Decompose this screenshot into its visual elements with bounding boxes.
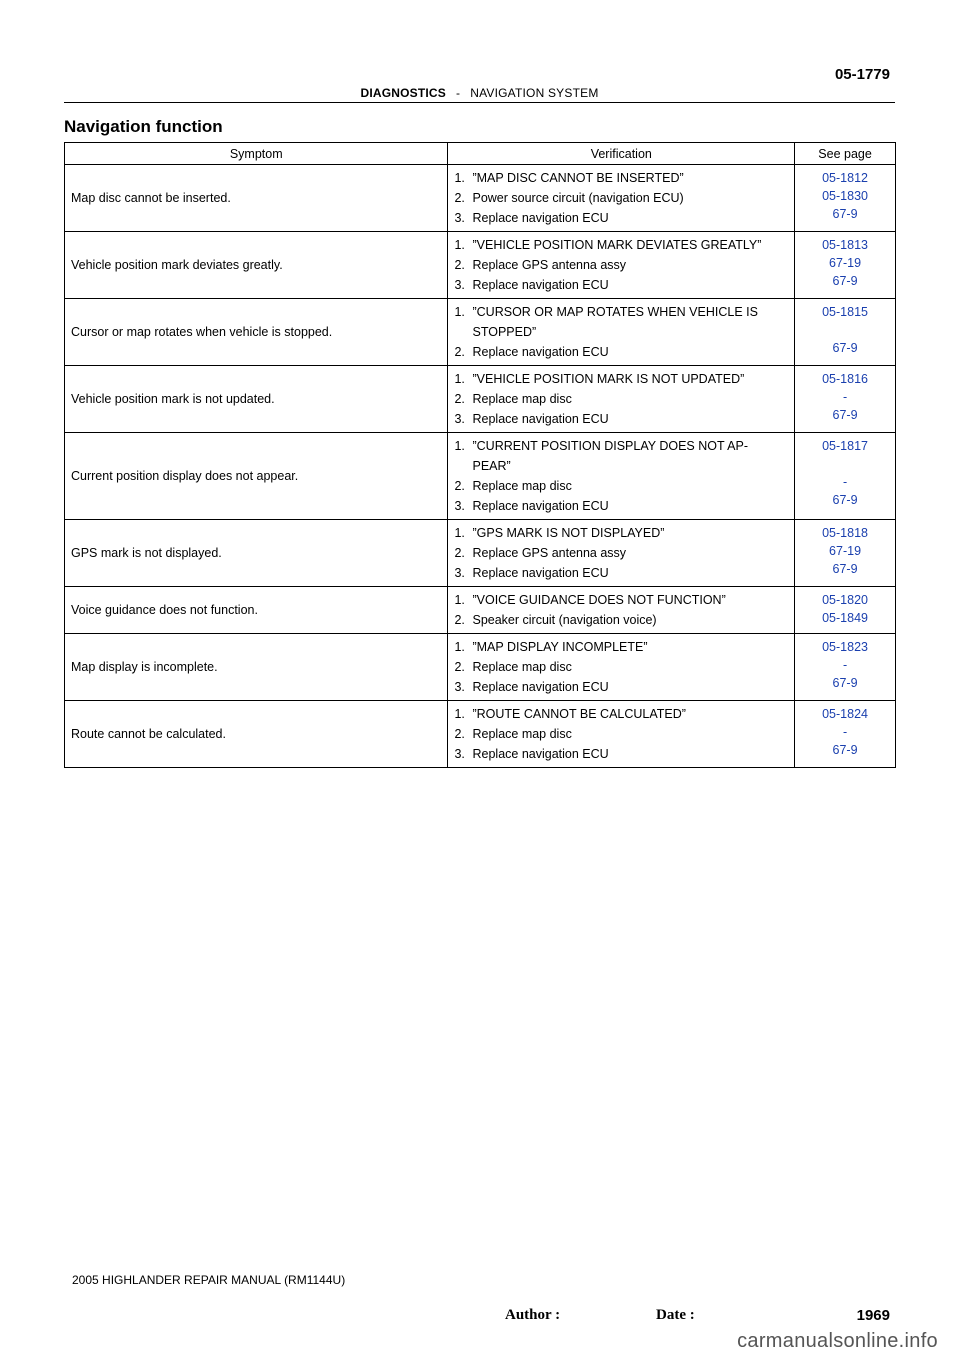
page-link[interactable]: 67-9 (832, 562, 858, 576)
verification-item (454, 389, 788, 409)
verification-cell (448, 587, 795, 634)
symptom-cell: Current position display does not appear. (65, 433, 448, 520)
header-section: DIAGNOSTICS (360, 86, 447, 100)
page-link[interactable]: 05-1813 (822, 238, 868, 252)
page-link[interactable]: 67-9 (832, 743, 858, 757)
verification-text: ”VOICE GUIDANCE DOES NOT FUNCTION” (472, 593, 726, 607)
table-row (65, 165, 896, 232)
verification-number: 3. (454, 412, 465, 426)
page-link[interactable]: 05-1812 (822, 171, 868, 185)
verification-number: 2. (454, 660, 465, 674)
running-header (64, 86, 895, 100)
verification-item (454, 476, 788, 496)
header-separator: - (456, 86, 461, 100)
verification-number: 1. (454, 305, 465, 319)
verification-item (454, 275, 788, 295)
symptom-cell: Voice guidance does not function. (65, 587, 448, 634)
verification-cell (448, 366, 795, 433)
see-page-cell (795, 165, 896, 232)
verification-cell (448, 232, 795, 299)
verification-item (454, 744, 788, 764)
verification-item (454, 657, 788, 677)
see-page-cell (795, 299, 896, 366)
page-link[interactable]: 67-9 (832, 408, 858, 422)
page-link[interactable]: 67-9 (832, 676, 858, 690)
verification-item (454, 563, 788, 583)
verification-cell (448, 299, 795, 366)
table-body (65, 165, 896, 768)
see-page-cell (795, 366, 896, 433)
page-link[interactable]: 05-1830 (822, 189, 868, 203)
see-page-cell (795, 634, 896, 701)
page-link[interactable]: 67-9 (832, 274, 858, 288)
verification-text: ”GPS MARK IS NOT DISPLAYED” (472, 526, 665, 540)
page-placeholder: - (842, 725, 848, 739)
section-title: Navigation function (64, 117, 223, 136)
table-row (65, 299, 896, 366)
symptom-cell: GPS mark is not displayed. (65, 520, 448, 587)
verification-text: ”MAP DISC CANNOT BE INSERTED” (472, 171, 684, 185)
verification-number: 2. (454, 392, 465, 406)
verification-item (454, 724, 788, 744)
header-rule (64, 102, 895, 103)
verification-number: 1. (454, 707, 465, 721)
verification-text: ”ROUTE CANNOT BE CALCULATED” (472, 707, 686, 721)
column-header-see-page: See page (795, 143, 896, 165)
verification-number: 1. (454, 372, 465, 386)
verification-number: 1. (454, 526, 465, 540)
verification-item (454, 342, 788, 362)
verification-text: Replace navigation ECU (472, 747, 609, 761)
verification-number: 1. (454, 640, 465, 654)
see-page-cell (795, 520, 896, 587)
verification-number: 1. (454, 238, 465, 252)
verification-item (454, 302, 788, 342)
page-link[interactable]: 05-1816 (822, 372, 868, 386)
page-placeholder: - (842, 390, 848, 404)
table-row (65, 520, 896, 587)
verification-item (454, 409, 788, 429)
page-link[interactable]: 05-1823 (822, 640, 868, 654)
verification-number: 1. (454, 593, 465, 607)
verification-cell (448, 634, 795, 701)
see-page-cell (795, 433, 896, 520)
verification-text: Replace map disc (472, 660, 572, 674)
page-link[interactable]: 67-19 (829, 256, 862, 270)
verification-item (454, 610, 788, 630)
symptom-cell: Map disc cannot be inserted. (65, 165, 448, 232)
verification-item (454, 188, 788, 208)
verification-text: Replace map disc (472, 727, 572, 741)
page-placeholder: - (842, 658, 848, 672)
verification-item (454, 208, 788, 228)
verification-text: Replace navigation ECU (472, 345, 609, 359)
table-row (65, 634, 896, 701)
symptom-cell: Map display is incomplete. (65, 634, 448, 701)
table-row (65, 587, 896, 634)
verification-item (454, 523, 788, 543)
verification-item (454, 168, 788, 188)
verification-cell (448, 520, 795, 587)
symptom-cell: Vehicle position mark is not updated. (65, 366, 448, 433)
symptom-table (64, 142, 896, 768)
verification-cell (448, 165, 795, 232)
verification-number: 3. (454, 211, 465, 225)
table-row (65, 232, 896, 299)
page-link[interactable]: 05-1820 (822, 593, 868, 607)
verification-text: ”MAP DISPLAY INCOMPLETE” (472, 640, 648, 654)
page-placeholder (795, 321, 895, 339)
verification-number: 3. (454, 680, 465, 694)
table-header-row (65, 143, 896, 165)
table-row (65, 433, 896, 520)
verification-text: ”VEHICLE POSITION MARK DEVIATES GREATLY” (472, 238, 762, 252)
verification-text: Replace map disc (472, 479, 572, 493)
verification-item (454, 235, 788, 255)
verification-number: 2. (454, 345, 465, 359)
page-link[interactable]: 67-9 (832, 207, 858, 221)
verification-item (454, 677, 788, 697)
verification-item (454, 436, 788, 476)
verification-item (454, 590, 788, 610)
verification-number: 1. (454, 171, 465, 185)
verification-text: ”CURSOR OR MAP ROTATES WHEN VEHICLE IS STOPPED” (472, 305, 758, 339)
verification-number: 3. (454, 278, 465, 292)
watermark: carmanualsonline.info (737, 1330, 938, 1352)
page-link[interactable]: 67-9 (832, 341, 858, 355)
table-row (65, 366, 896, 433)
verification-number: 3. (454, 499, 465, 513)
verification-number: 2. (454, 258, 465, 272)
see-page-cell (795, 701, 896, 768)
page-placeholder (795, 455, 895, 473)
page-link[interactable]: 05-1817 (822, 439, 868, 453)
page-link[interactable]: 67-9 (832, 493, 858, 507)
verification-item (454, 637, 788, 657)
verification-number: 2. (454, 479, 465, 493)
page-link[interactable]: 05-1818 (822, 526, 868, 540)
verification-number: 1. (454, 439, 465, 453)
verification-number: 2. (454, 727, 465, 741)
page-link[interactable]: 05-1815 (822, 305, 868, 319)
header-subsection: NAVIGATION SYSTEM (470, 86, 599, 100)
verification-text: Replace GPS antenna assy (472, 258, 627, 272)
symptom-cell: Route cannot be calculated. (65, 701, 448, 768)
verification-text: Replace GPS antenna assy (472, 546, 627, 560)
verification-text: Replace navigation ECU (472, 499, 609, 513)
verification-item (454, 496, 788, 516)
author-label: Author : (505, 1307, 561, 1323)
column-header-verification: Verification (448, 143, 795, 165)
verification-number: 2. (454, 613, 465, 627)
symptom-cell: Cursor or map rotates when vehicle is stopped. (65, 299, 448, 366)
see-page-cell (795, 232, 896, 299)
verification-number: 3. (454, 566, 465, 580)
column-header-symptom: Symptom (65, 143, 448, 165)
symptom-cell: Vehicle position mark deviates greatly. (65, 232, 448, 299)
date-label: Date : (656, 1307, 695, 1323)
page-link[interactable]: 05-1824 (822, 707, 868, 721)
verification-number: 2. (454, 191, 465, 205)
page-placeholder: - (842, 475, 848, 489)
verification-text: Replace navigation ECU (472, 211, 609, 225)
see-page-cell (795, 587, 896, 634)
page-link[interactable]: 67-19 (829, 544, 862, 558)
verification-cell (448, 433, 795, 520)
page-number: 1969 (856, 1307, 890, 1324)
page-code: 05-1779 (834, 66, 890, 83)
verification-item (454, 255, 788, 275)
manual-title: 2005 HIGHLANDER REPAIR MANUAL (RM1144U) (72, 1273, 346, 1287)
verification-text: ”CURRENT POSITION DISPLAY DOES NOT AP- PEAR” (472, 439, 749, 473)
verification-text: Speaker circuit (navigation voice) (472, 613, 657, 627)
verification-text: Replace navigation ECU (472, 278, 609, 292)
verification-number: 3. (454, 747, 465, 761)
verification-text: ”VEHICLE POSITION MARK IS NOT UPDATED” (472, 372, 745, 386)
verification-text: Power source circuit (navigation ECU) (472, 191, 684, 205)
verification-text: Replace navigation ECU (472, 412, 609, 426)
table-row (65, 701, 896, 768)
verification-text: Replace map disc (472, 392, 572, 406)
verification-item (454, 543, 788, 563)
verification-item (454, 369, 788, 389)
verification-item (454, 704, 788, 724)
page-link[interactable]: 05-1849 (822, 611, 868, 625)
verification-number: 2. (454, 546, 465, 560)
verification-text: Replace navigation ECU (472, 566, 609, 580)
verification-cell (448, 701, 795, 768)
verification-text: Replace navigation ECU (472, 680, 609, 694)
